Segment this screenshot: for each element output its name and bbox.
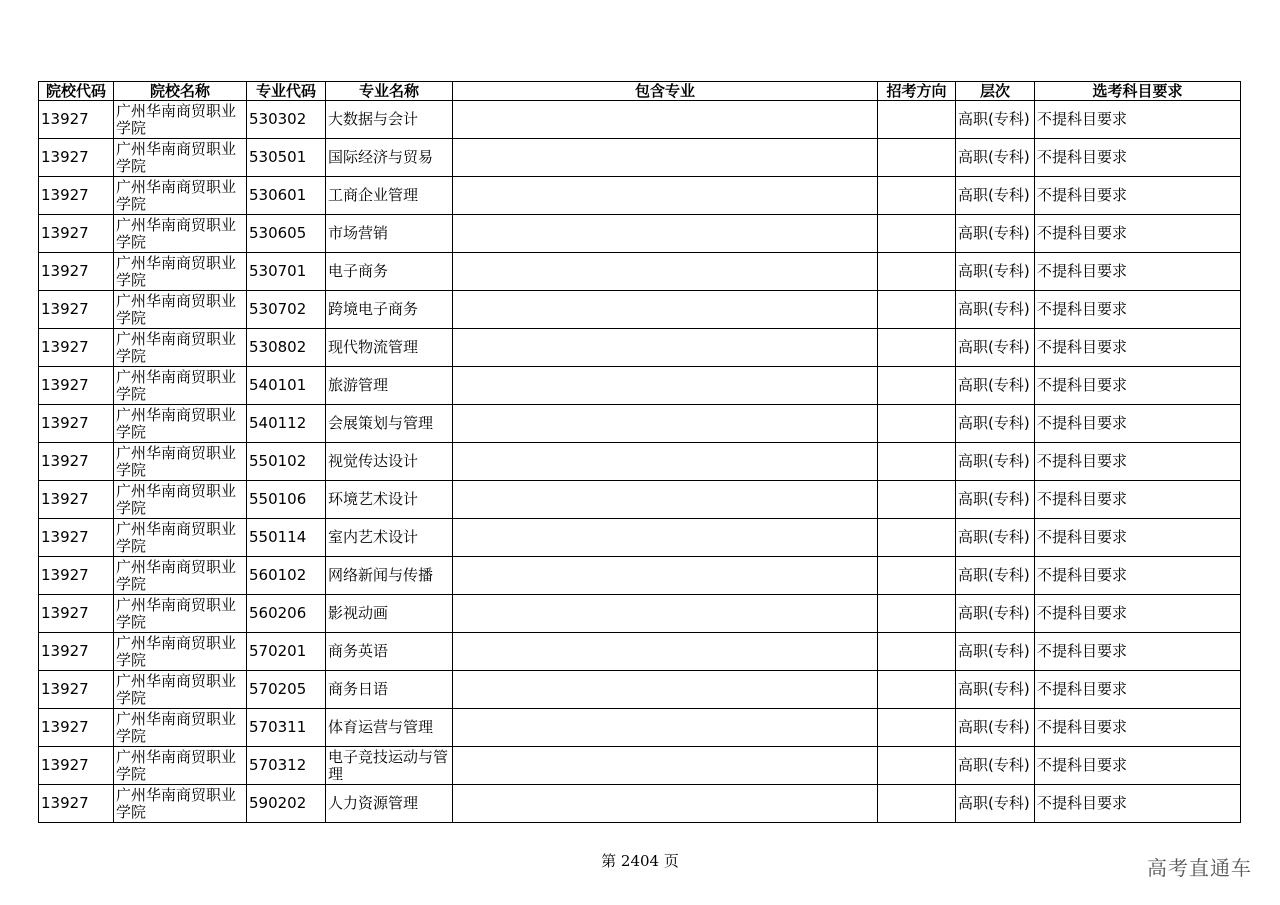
cell-major-code: 530302 [247,101,326,139]
cell-school-code: 13927 [39,709,114,747]
table-row [39,671,1241,709]
cell-direction [878,101,956,139]
cell-school-name: 广州华南商贸职业学院 [114,671,247,709]
cell-school-name: 广州华南商贸职业学院 [114,215,247,253]
table-row [39,709,1241,747]
cell-subject-requirement: 不提科目要求 [1035,329,1241,367]
cell-school-name: 广州华南商贸职业学院 [114,329,247,367]
cell-school-code: 13927 [39,253,114,291]
cell-school-code: 13927 [39,595,114,633]
cell-school-code: 13927 [39,329,114,367]
cell-included-majors [453,139,878,177]
cell-school-name: 广州华南商贸职业学院 [114,443,247,481]
cell-major-code: 570201 [247,633,326,671]
cell-direction [878,747,956,785]
cell-major-name: 商务英语 [326,633,453,671]
cell-school-name: 广州华南商贸职业学院 [114,405,247,443]
cell-included-majors [453,329,878,367]
cell-direction [878,595,956,633]
cell-direction [878,177,956,215]
cell-included-majors [453,671,878,709]
header-major-name: 专业名称 [326,82,453,101]
header-school-code: 院校代码 [39,82,114,101]
page-number: 第 2404 页 [601,852,679,870]
cell-school-name: 广州华南商贸职业学院 [114,519,247,557]
table-row [39,595,1241,633]
cell-school-code: 13927 [39,557,114,595]
cell-level: 高职(专科) [956,633,1035,671]
table-row [39,747,1241,785]
cell-subject-requirement: 不提科目要求 [1035,405,1241,443]
cell-major-code: 540112 [247,405,326,443]
cell-school-code: 13927 [39,139,114,177]
cell-major-name: 旅游管理 [326,367,453,405]
cell-level: 高职(专科) [956,253,1035,291]
cell-major-name: 电子商务 [326,253,453,291]
header-school-name: 院校名称 [114,82,247,101]
cell-school-code: 13927 [39,671,114,709]
cell-subject-requirement: 不提科目要求 [1035,139,1241,177]
cell-included-majors [453,101,878,139]
cell-major-code: 540101 [247,367,326,405]
cell-level: 高职(专科) [956,785,1035,823]
cell-school-name: 广州华南商贸职业学院 [114,177,247,215]
cell-school-code: 13927 [39,633,114,671]
table-row [39,139,1241,177]
table-row [39,519,1241,557]
cell-level: 高职(专科) [956,747,1035,785]
cell-major-name: 人力资源管理 [326,785,453,823]
cell-subject-requirement: 不提科目要求 [1035,367,1241,405]
cell-included-majors [453,595,878,633]
cell-major-name: 大数据与会计 [326,101,453,139]
cell-major-name: 环境艺术设计 [326,481,453,519]
header-included-majors: 包含专业 [453,82,878,101]
cell-subject-requirement: 不提科目要求 [1035,557,1241,595]
cell-level: 高职(专科) [956,329,1035,367]
cell-direction [878,481,956,519]
cell-direction [878,367,956,405]
cell-major-name: 影视动画 [326,595,453,633]
major-table [38,81,1241,823]
cell-major-code: 550106 [247,481,326,519]
cell-school-name: 广州华南商贸职业学院 [114,367,247,405]
cell-major-code: 530702 [247,291,326,329]
cell-level: 高职(专科) [956,443,1035,481]
cell-major-code: 570312 [247,747,326,785]
table-row [39,557,1241,595]
cell-major-code: 550102 [247,443,326,481]
cell-included-majors [453,253,878,291]
table-row [39,215,1241,253]
cell-direction [878,291,956,329]
cell-major-name: 会展策划与管理 [326,405,453,443]
cell-school-code: 13927 [39,481,114,519]
cell-level: 高职(专科) [956,177,1035,215]
cell-school-name: 广州华南商贸职业学院 [114,557,247,595]
cell-major-name: 国际经济与贸易 [326,139,453,177]
cell-major-code: 530601 [247,177,326,215]
cell-level: 高职(专科) [956,101,1035,139]
cell-subject-requirement: 不提科目要求 [1035,443,1241,481]
cell-major-name: 室内艺术设计 [326,519,453,557]
cell-school-name: 广州华南商贸职业学院 [114,709,247,747]
cell-school-code: 13927 [39,215,114,253]
cell-major-code: 560102 [247,557,326,595]
cell-included-majors [453,367,878,405]
cell-level: 高职(专科) [956,709,1035,747]
cell-major-name: 现代物流管理 [326,329,453,367]
cell-school-code: 13927 [39,443,114,481]
cell-direction [878,405,956,443]
cell-direction [878,633,956,671]
cell-subject-requirement: 不提科目要求 [1035,253,1241,291]
cell-subject-requirement: 不提科目要求 [1035,595,1241,633]
table-header-row [39,82,1241,101]
watermark-text: 高考直通车 [1147,856,1252,880]
cell-direction [878,519,956,557]
cell-major-name: 商务日语 [326,671,453,709]
cell-included-majors [453,747,878,785]
cell-subject-requirement: 不提科目要求 [1035,671,1241,709]
cell-school-name: 广州华南商贸职业学院 [114,101,247,139]
table-row [39,253,1241,291]
table-row [39,405,1241,443]
cell-major-name: 电子竞技运动与管理 [326,747,453,785]
cell-direction [878,709,956,747]
cell-subject-requirement: 不提科目要求 [1035,633,1241,671]
cell-included-majors [453,709,878,747]
major-table-container [38,81,1241,823]
cell-school-name: 广州华南商贸职业学院 [114,595,247,633]
cell-school-name: 广州华南商贸职业学院 [114,785,247,823]
cell-subject-requirement: 不提科目要求 [1035,785,1241,823]
cell-direction [878,785,956,823]
cell-subject-requirement: 不提科目要求 [1035,215,1241,253]
cell-school-code: 13927 [39,291,114,329]
cell-included-majors [453,633,878,671]
cell-direction [878,443,956,481]
table-row [39,101,1241,139]
cell-subject-requirement: 不提科目要求 [1035,747,1241,785]
cell-subject-requirement: 不提科目要求 [1035,481,1241,519]
cell-major-code: 570205 [247,671,326,709]
cell-school-name: 广州华南商贸职业学院 [114,139,247,177]
cell-included-majors [453,519,878,557]
header-subject-requirement: 选考科目要求 [1035,82,1241,101]
cell-included-majors [453,785,878,823]
cell-level: 高职(专科) [956,291,1035,329]
table-row [39,443,1241,481]
cell-major-code: 530701 [247,253,326,291]
cell-school-code: 13927 [39,747,114,785]
cell-school-code: 13927 [39,367,114,405]
cell-included-majors [453,215,878,253]
cell-major-code: 570311 [247,709,326,747]
cell-subject-requirement: 不提科目要求 [1035,709,1241,747]
cell-school-code: 13927 [39,785,114,823]
cell-major-code: 550114 [247,519,326,557]
cell-school-name: 广州华南商贸职业学院 [114,291,247,329]
cell-level: 高职(专科) [956,595,1035,633]
cell-level: 高职(专科) [956,215,1035,253]
table-row [39,329,1241,367]
cell-included-majors [453,557,878,595]
cell-school-code: 13927 [39,177,114,215]
table-row [39,367,1241,405]
cell-level: 高职(专科) [956,481,1035,519]
table-row [39,633,1241,671]
cell-major-code: 560206 [247,595,326,633]
cell-major-name: 工商企业管理 [326,177,453,215]
cell-direction [878,671,956,709]
cell-school-code: 13927 [39,405,114,443]
cell-major-name: 网络新闻与传播 [326,557,453,595]
cell-major-code: 530802 [247,329,326,367]
cell-included-majors [453,481,878,519]
table-row [39,177,1241,215]
cell-school-code: 13927 [39,101,114,139]
table-row [39,481,1241,519]
cell-level: 高职(专科) [956,367,1035,405]
cell-school-name: 广州华南商贸职业学院 [114,633,247,671]
cell-subject-requirement: 不提科目要求 [1035,519,1241,557]
cell-major-code: 590202 [247,785,326,823]
cell-direction [878,329,956,367]
cell-level: 高职(专科) [956,405,1035,443]
cell-school-name: 广州华南商贸职业学院 [114,481,247,519]
cell-direction [878,215,956,253]
cell-included-majors [453,405,878,443]
cell-direction [878,253,956,291]
cell-major-name: 体育运营与管理 [326,709,453,747]
cell-level: 高职(专科) [956,139,1035,177]
cell-major-name: 视觉传达设计 [326,443,453,481]
cell-subject-requirement: 不提科目要求 [1035,177,1241,215]
cell-included-majors [453,291,878,329]
cell-direction [878,139,956,177]
cell-subject-requirement: 不提科目要求 [1035,101,1241,139]
cell-level: 高职(专科) [956,557,1035,595]
table-row [39,785,1241,823]
cell-school-name: 广州华南商贸职业学院 [114,253,247,291]
cell-school-name: 广州华南商贸职业学院 [114,747,247,785]
cell-subject-requirement: 不提科目要求 [1035,291,1241,329]
table-row [39,291,1241,329]
cell-level: 高职(专科) [956,519,1035,557]
cell-major-code: 530501 [247,139,326,177]
cell-direction [878,557,956,595]
cell-included-majors [453,177,878,215]
header-level: 层次 [956,82,1035,101]
cell-major-code: 530605 [247,215,326,253]
cell-major-name: 跨境电子商务 [326,291,453,329]
header-major-code: 专业代码 [247,82,326,101]
table-body [39,101,1241,823]
cell-level: 高职(专科) [956,671,1035,709]
cell-school-code: 13927 [39,519,114,557]
header-direction: 招考方向 [878,82,956,101]
cell-major-name: 市场营销 [326,215,453,253]
cell-included-majors [453,443,878,481]
